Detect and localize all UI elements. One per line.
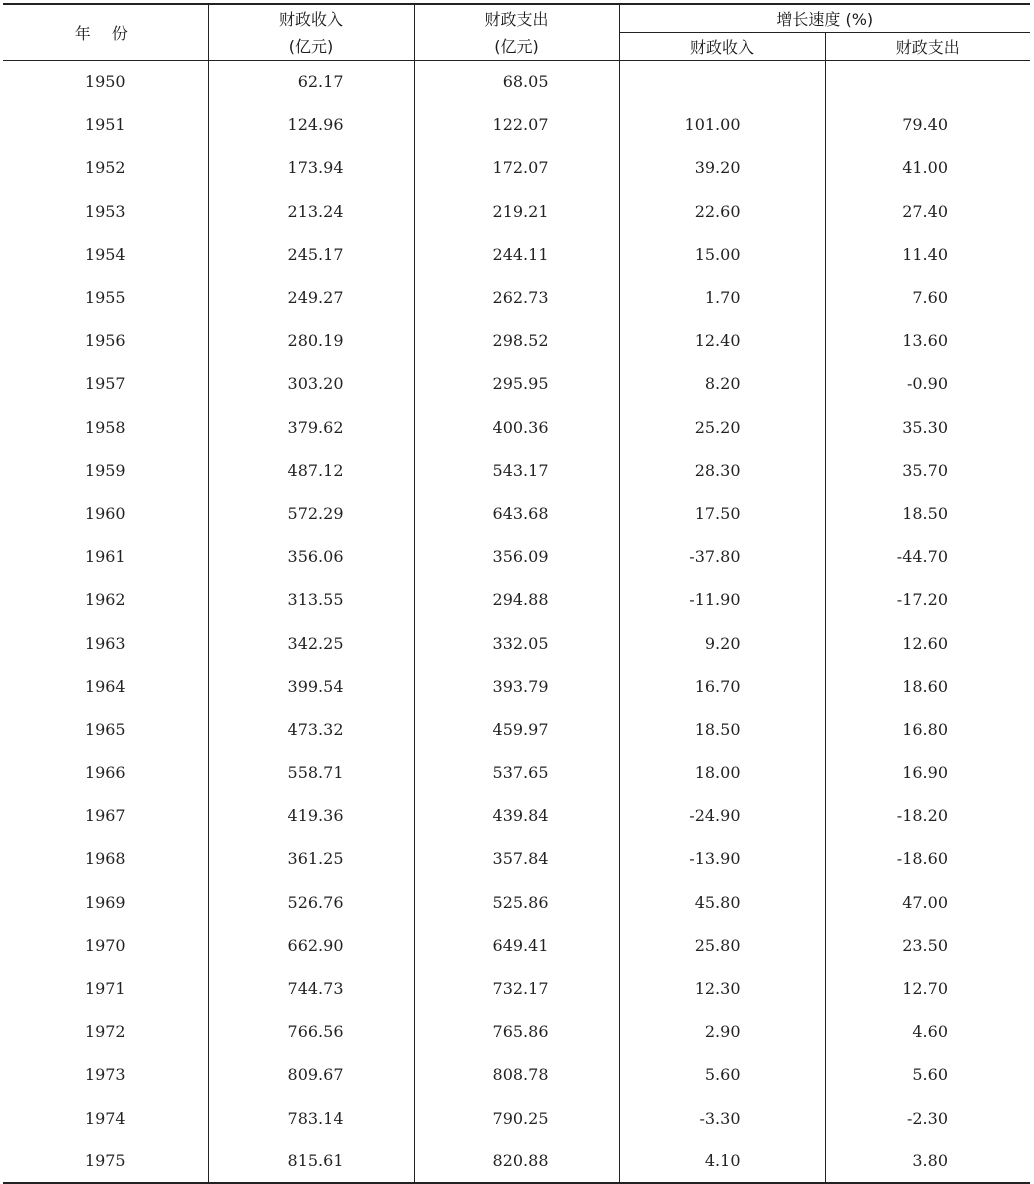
year-cell: 1973	[3, 1053, 208, 1096]
revenue-cell: 213.24	[208, 190, 414, 233]
expenditure-cell: 262.73	[414, 276, 619, 319]
table-row	[3, 60, 1030, 103]
expenditure-cell: 439.84	[414, 794, 619, 837]
expenditure-cell: 393.79	[414, 665, 619, 708]
expenditure-cell: 294.88	[414, 578, 619, 621]
year-cell: 1950	[3, 60, 208, 103]
expenditure-cell: 643.68	[414, 492, 619, 535]
year-cell: 1962	[3, 578, 208, 621]
revenue-cell: 487.12	[208, 449, 414, 492]
header-growth-expenditure: 财政支出	[825, 32, 1030, 60]
expenditure-cell: 765.86	[414, 1010, 619, 1053]
growth-expenditure-cell: 41.00	[902, 158, 948, 178]
table-row	[3, 1097, 1030, 1140]
table-row	[3, 276, 1030, 319]
revenue-cell: 62.17	[208, 60, 414, 103]
table-row	[3, 794, 1030, 837]
table-row	[3, 103, 1030, 146]
growth-revenue-cell: 45.80	[619, 881, 825, 924]
expenditure-cell: 808.78	[414, 1053, 619, 1096]
revenue-cell: 783.14	[208, 1097, 414, 1140]
growth-expenditure-cell: 16.80	[902, 719, 948, 739]
growth-expenditure-cell: 5.60	[912, 1065, 948, 1085]
revenue-cell: 399.54	[208, 665, 414, 708]
year-cell: 1972	[3, 1010, 208, 1053]
growth-revenue-cell: 25.80	[619, 924, 825, 967]
table-row	[3, 146, 1030, 189]
header-growth: 增长速度 (%)	[619, 4, 1030, 32]
revenue-cell: 342.25	[208, 621, 414, 664]
growth-revenue-cell: -11.90	[619, 578, 825, 621]
year-cell: 1952	[3, 146, 208, 189]
growth-expenditure-cell: 12.70	[902, 979, 948, 999]
revenue-cell: 419.36	[208, 794, 414, 837]
table-row	[3, 449, 1030, 492]
growth-revenue-cell: -13.90	[619, 837, 825, 880]
expenditure-cell: 356.09	[414, 535, 619, 578]
header-expenditure-unit: (亿元)	[414, 32, 619, 60]
table-row	[3, 535, 1030, 578]
growth-revenue-cell: -24.90	[619, 794, 825, 837]
expenditure-cell: 357.84	[414, 837, 619, 880]
growth-revenue-cell: 12.30	[619, 967, 825, 1010]
year-cell: 1968	[3, 837, 208, 880]
growth-expenditure-cell: 35.30	[902, 417, 948, 437]
growth-revenue-cell: -37.80	[619, 535, 825, 578]
table-row	[3, 751, 1030, 794]
growth-expenditure-cell: 4.60	[912, 1022, 948, 1042]
table-row	[3, 837, 1030, 880]
revenue-cell: 280.19	[208, 319, 414, 362]
table-row	[3, 190, 1030, 233]
table-row	[3, 665, 1030, 708]
growth-expenditure-cell: 79.40	[902, 115, 948, 135]
year-cell: 1974	[3, 1097, 208, 1140]
year-cell: 1969	[3, 881, 208, 924]
growth-expenditure-cell: -18.60	[896, 849, 948, 869]
revenue-cell: 313.55	[208, 578, 414, 621]
growth-expenditure-cell: 27.40	[902, 201, 948, 221]
year-cell: 1955	[3, 276, 208, 319]
growth-expenditure-cell: 35.70	[902, 460, 948, 480]
growth-revenue-cell: 8.20	[619, 362, 825, 405]
growth-revenue-cell: -3.30	[619, 1097, 825, 1140]
growth-revenue-cell: 25.20	[619, 406, 825, 449]
growth-revenue-cell	[619, 60, 825, 103]
growth-expenditure-cell: 12.60	[902, 633, 948, 653]
year-cell: 1967	[3, 794, 208, 837]
revenue-cell: 379.62	[208, 406, 414, 449]
revenue-cell: 303.20	[208, 362, 414, 405]
expenditure-cell: 543.17	[414, 449, 619, 492]
expenditure-cell: 649.41	[414, 924, 619, 967]
expenditure-cell: 820.88	[414, 1140, 619, 1183]
year-cell: 1957	[3, 362, 208, 405]
revenue-cell: 173.94	[208, 146, 414, 189]
growth-expenditure-cell: 18.50	[902, 503, 948, 523]
growth-expenditure-cell: 11.40	[902, 244, 948, 264]
fiscal-table	[3, 3, 1030, 1184]
revenue-cell: 744.73	[208, 967, 414, 1010]
table-row	[3, 1010, 1030, 1053]
revenue-cell: 124.96	[208, 103, 414, 146]
header-revenue-unit: (亿元)	[208, 32, 414, 60]
revenue-cell: 766.56	[208, 1010, 414, 1053]
growth-revenue-cell: 101.00	[619, 103, 825, 146]
table-header	[3, 4, 1030, 60]
header-revenue: 财政收入	[208, 4, 414, 32]
growth-expenditure-cell	[825, 60, 1030, 103]
year-cell: 1951	[3, 103, 208, 146]
growth-revenue-cell: 17.50	[619, 492, 825, 535]
revenue-cell: 558.71	[208, 751, 414, 794]
revenue-cell: 245.17	[208, 233, 414, 276]
growth-revenue-cell: 15.00	[619, 233, 825, 276]
expenditure-cell: 68.05	[414, 60, 619, 103]
table-row	[3, 319, 1030, 362]
year-cell: 1956	[3, 319, 208, 362]
table-row	[3, 708, 1030, 751]
growth-expenditure-cell: 7.60	[912, 288, 948, 308]
year-cell: 1975	[3, 1140, 208, 1183]
growth-revenue-cell: 2.90	[619, 1010, 825, 1053]
table-row	[3, 492, 1030, 535]
revenue-cell: 809.67	[208, 1053, 414, 1096]
table-row	[3, 1140, 1030, 1183]
growth-revenue-cell: 18.00	[619, 751, 825, 794]
revenue-cell: 356.06	[208, 535, 414, 578]
growth-expenditure-cell: 13.60	[902, 331, 948, 351]
growth-revenue-cell: 22.60	[619, 190, 825, 233]
expenditure-cell: 790.25	[414, 1097, 619, 1140]
growth-revenue-cell: 39.20	[619, 146, 825, 189]
year-cell: 1964	[3, 665, 208, 708]
revenue-cell: 526.76	[208, 881, 414, 924]
growth-expenditure-cell: 3.80	[825, 1140, 1030, 1183]
header-growth-revenue: 财政收入	[619, 32, 825, 60]
year-cell: 1970	[3, 924, 208, 967]
expenditure-cell: 525.86	[414, 881, 619, 924]
table-row	[3, 621, 1030, 664]
table-row	[3, 362, 1030, 405]
year-cell: 1959	[3, 449, 208, 492]
year-cell: 1966	[3, 751, 208, 794]
year-cell: 1954	[3, 233, 208, 276]
year-cell: 1958	[3, 406, 208, 449]
year-cell: 1971	[3, 967, 208, 1010]
growth-revenue-cell: 5.60	[619, 1053, 825, 1096]
table-row	[3, 406, 1030, 449]
expenditure-cell: 122.07	[414, 103, 619, 146]
growth-expenditure-cell: -18.20	[896, 806, 948, 826]
header-year: 年 份	[3, 4, 208, 60]
table-body	[3, 60, 1030, 1183]
growth-expenditure-cell: 16.90	[902, 763, 948, 783]
revenue-cell: 815.61	[208, 1140, 414, 1183]
expenditure-cell: 332.05	[414, 621, 619, 664]
year-cell: 1961	[3, 535, 208, 578]
revenue-cell: 572.29	[208, 492, 414, 535]
year-cell: 1960	[3, 492, 208, 535]
growth-revenue-cell: 16.70	[619, 665, 825, 708]
table-row	[3, 967, 1030, 1010]
year-cell: 1965	[3, 708, 208, 751]
expenditure-cell: 244.11	[414, 233, 619, 276]
expenditure-cell: 298.52	[414, 319, 619, 362]
expenditure-cell: 400.36	[414, 406, 619, 449]
growth-revenue-cell: 4.10	[619, 1140, 825, 1183]
expenditure-cell: 172.07	[414, 146, 619, 189]
growth-expenditure-cell: 47.00	[902, 892, 948, 912]
expenditure-cell: 537.65	[414, 751, 619, 794]
expenditure-cell: 459.97	[414, 708, 619, 751]
table-row	[3, 881, 1030, 924]
table-row	[3, 924, 1030, 967]
growth-expenditure-cell: -17.20	[896, 590, 948, 610]
expenditure-cell: 732.17	[414, 967, 619, 1010]
revenue-cell: 662.90	[208, 924, 414, 967]
growth-revenue-cell: 9.20	[619, 621, 825, 664]
growth-revenue-cell: 18.50	[619, 708, 825, 751]
revenue-cell: 249.27	[208, 276, 414, 319]
revenue-cell: 361.25	[208, 837, 414, 880]
revenue-cell: 473.32	[208, 708, 414, 751]
growth-expenditure-cell: -44.70	[896, 547, 948, 567]
growth-revenue-cell: 28.30	[619, 449, 825, 492]
growth-expenditure-cell: 18.60	[902, 676, 948, 696]
growth-expenditure-cell: -0.90	[906, 374, 948, 394]
growth-expenditure-cell: 23.50	[902, 935, 948, 955]
growth-revenue-cell: 1.70	[619, 276, 825, 319]
expenditure-cell: 219.21	[414, 190, 619, 233]
table-row	[3, 578, 1030, 621]
year-cell: 1953	[3, 190, 208, 233]
header-expenditure: 财政支出	[414, 4, 619, 32]
expenditure-cell: 295.95	[414, 362, 619, 405]
year-cell: 1963	[3, 621, 208, 664]
growth-revenue-cell: 12.40	[619, 319, 825, 362]
table-row	[3, 233, 1030, 276]
growth-expenditure-cell: -2.30	[906, 1108, 948, 1128]
table-row	[3, 1053, 1030, 1096]
